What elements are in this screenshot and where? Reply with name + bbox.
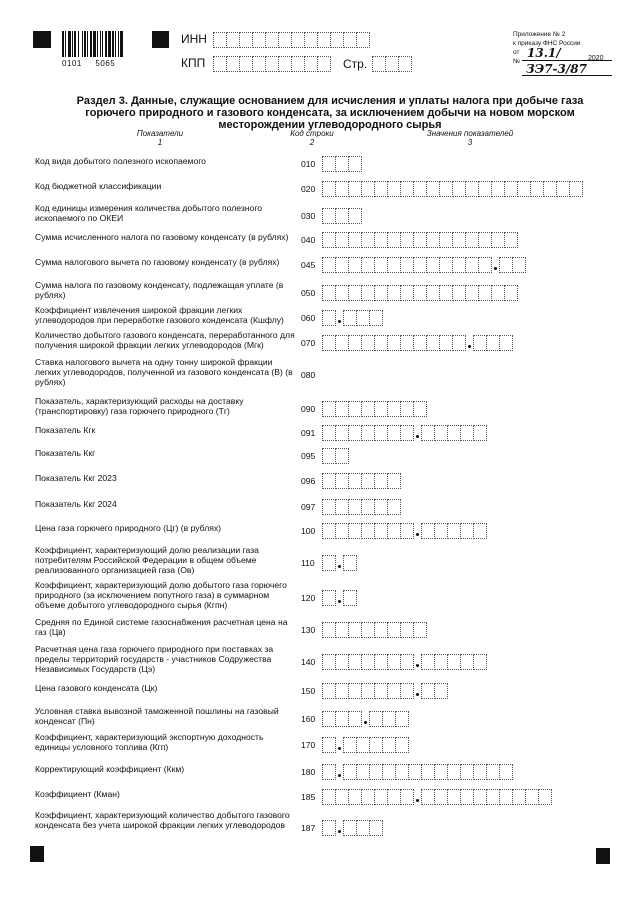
row-label-090: Показатель, характеризующий расходы на доставку (транспортировку) газа горючего природного (Тг) <box>35 396 244 416</box>
value-field-091[interactable] <box>322 425 487 441</box>
row-code-185: 185 <box>301 792 316 802</box>
value-field-110[interactable] <box>322 555 357 571</box>
row-code-160: 160 <box>301 714 316 724</box>
inn-field[interactable] <box>213 32 370 48</box>
value-field-120[interactable] <box>322 590 357 606</box>
value-field-160[interactable] <box>322 711 409 727</box>
row-code-140: 140 <box>301 657 316 667</box>
row-code-120: 120 <box>301 593 316 603</box>
row-code-095: 095 <box>301 451 316 461</box>
page-number-field[interactable] <box>372 56 412 72</box>
value-field-060[interactable] <box>322 310 383 326</box>
inn-label: ИНН <box>181 32 207 46</box>
value-field-030[interactable] <box>322 208 362 224</box>
column-header-indicators: Показатели 1 <box>136 129 184 147</box>
kpp-label: КПП <box>181 56 206 70</box>
row-code-070: 070 <box>301 338 316 348</box>
row-code-060: 060 <box>301 313 316 323</box>
row-label-045: Сумма налогового вычета по газовому конденсату (в рублях) <box>35 257 280 267</box>
row-label-097: Показатель Ккг 2024 <box>35 499 117 509</box>
value-field-130[interactable] <box>322 622 427 638</box>
value-field-095[interactable] <box>322 448 349 464</box>
corner-marker-top-right <box>152 31 169 48</box>
row-code-130: 130 <box>301 625 316 635</box>
value-field-045[interactable] <box>322 257 526 273</box>
page-label: Стр. <box>343 57 368 71</box>
row-label-030: Код единицы измерения количества добытого полезного ископаемого по ОКЕИ <box>35 203 263 223</box>
value-field-150[interactable] <box>322 683 448 699</box>
section-title: Раздел 3. Данные, служащие основанием для исчисления и уплаты налога при добыче газа горючего природного и газового конденсата, за исключением добычи на новом морском месторождении углеводородного сырья <box>76 95 584 131</box>
row-code-110: 110 <box>301 558 315 568</box>
row-label-170: Коэффициент, характеризующий экспортную доходность единицы условного топлива (Кгп) <box>35 732 264 752</box>
appendix-signature-year: 2020 <box>588 55 604 62</box>
row-label-180: Корректирующий коэффициент (Ккм) <box>35 764 185 774</box>
kpp-field[interactable] <box>213 56 331 72</box>
value-field-100[interactable] <box>322 523 487 539</box>
row-label-150: Цена газового конденсата (Цк) <box>35 683 158 693</box>
corner-marker-bottom-left <box>30 846 44 862</box>
row-code-040: 040 <box>301 235 316 245</box>
row-label-160: Условная ставка вывозной таможенной пошлины на газовый конденсат (Пн) <box>35 706 279 726</box>
row-code-100: 100 <box>301 526 316 536</box>
row-label-080: Ставка налогового вычета на одну тонну широкой фракции легких углеводородов, полученной из газового конденсата (В) (в рублях) <box>35 357 293 387</box>
row-label-091: Показатель Кгк <box>35 425 96 435</box>
value-field-187[interactable] <box>322 820 383 836</box>
row-code-150: 150 <box>301 686 316 696</box>
value-field-090[interactable] <box>322 401 427 417</box>
value-field-140[interactable] <box>322 654 487 670</box>
appendix-signature-date: 13.1/ <box>527 46 561 60</box>
row-label-060: Коэффициент извлечения широкой фракции легких углеводородов при переработке газового конденсата (Кшфлу) <box>35 305 284 325</box>
value-field-050[interactable] <box>322 285 518 301</box>
row-code-045: 045 <box>301 260 316 270</box>
row-label-020: Код бюджетной классификации <box>35 181 162 191</box>
row-code-170: 170 <box>301 740 316 750</box>
row-label-040: Сумма исчисленного налога по газовому конденсату (в рублях) <box>35 232 289 242</box>
row-label-130: Средняя по Единой системе газоснабжения расчетная цена на газ (Цв) <box>35 617 288 637</box>
barcode-numbers: 0101 5065 <box>62 59 116 68</box>
appendix-underline-1 <box>522 60 612 61</box>
value-field-020[interactable] <box>322 181 583 197</box>
appendix-note: Приложение № 2 к приказу ФНС России от № <box>513 31 581 65</box>
row-label-095: Показатель Ккг <box>35 448 96 458</box>
row-label-096: Показатель Ккг 2023 <box>35 473 117 483</box>
row-code-090: 090 <box>301 404 316 414</box>
row-label-120: Коэффициент, характеризующий долю добытого газа горючего природного (за исключением попутного газа) в суммарном объеме добытого углеводородного сырья (Кгпн) <box>35 580 287 610</box>
row-code-091: 091 <box>301 428 316 438</box>
value-field-070[interactable] <box>322 335 513 351</box>
corner-marker-top-left <box>33 31 51 48</box>
barcode <box>62 31 144 57</box>
value-field-040[interactable] <box>322 232 518 248</box>
column-header-line-code: Код строки 2 <box>290 129 334 147</box>
row-label-187: Коэффициент, характеризующий количество добытого газового конденсата без учета широкой фракции легких углеводородов <box>35 810 290 830</box>
row-label-185: Коэффициент (Кман) <box>35 789 120 799</box>
row-code-180: 180 <box>301 767 316 777</box>
value-field-180[interactable] <box>322 764 513 780</box>
row-code-080: 080 <box>301 370 316 380</box>
value-field-097[interactable] <box>322 499 401 515</box>
appendix-signature-number: ЗЭ7-3/87 <box>526 62 587 76</box>
appendix-underline-2 <box>522 75 612 76</box>
row-code-096: 096 <box>301 476 316 486</box>
row-code-010: 010 <box>301 159 316 169</box>
value-field-170[interactable] <box>322 737 409 753</box>
row-code-187: 187 <box>301 823 316 833</box>
value-field-096[interactable] <box>322 473 401 489</box>
corner-marker-bottom-right <box>596 848 610 864</box>
row-label-140: Расчетная цена газа горючего природного при поставках за пределы территорий государств - участников Содружества Независимых Государств (Цэ) <box>35 644 274 674</box>
row-code-020: 020 <box>301 184 316 194</box>
row-code-050: 050 <box>301 288 316 298</box>
value-field-010[interactable] <box>322 156 362 172</box>
value-field-185[interactable] <box>322 789 552 805</box>
row-label-100: Цена газа горючего природного (Цг) (в рублях) <box>35 523 222 533</box>
column-header-values: Значения показателей 3 <box>426 129 514 147</box>
row-label-110: Коэффициент, характеризующий долю реализации газа потребителям Российской Федерации в общем объеме реализованного организацией газа (Ов) <box>35 545 259 575</box>
row-label-010: Код вида добытого полезного ископаемого <box>35 156 206 166</box>
row-code-097: 097 <box>301 502 316 512</box>
row-label-070: Количество добытого газового конденсата, переработанного для получения широкой фракции легких углеводородов (Мгк) <box>35 330 295 350</box>
row-label-050: Сумма налога по газовому конденсату, подлежащая уплате (в рублях) <box>35 280 284 300</box>
row-code-030: 030 <box>301 211 316 221</box>
